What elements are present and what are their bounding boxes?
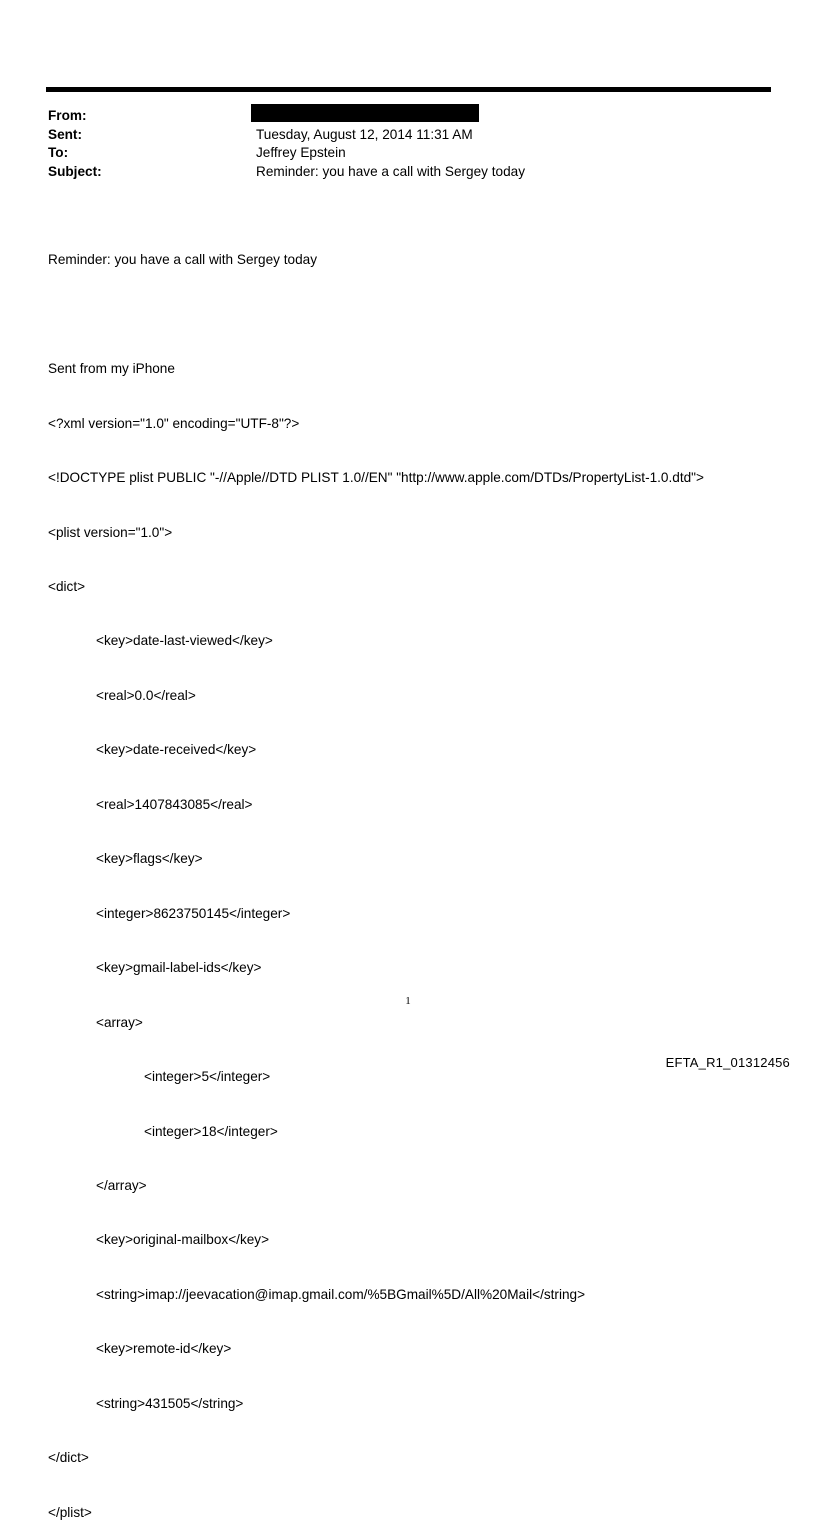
plist-line: <key>date-received</key> bbox=[96, 742, 257, 758]
redaction-box bbox=[251, 104, 479, 122]
plist-line: <?xml version="1.0" encoding="UTF-8"?> bbox=[48, 415, 300, 431]
to-value: Jeffrey Epstein bbox=[256, 145, 346, 160]
signature-line: Sent from my iPhone bbox=[48, 361, 175, 377]
plist-line: <integer>5</integer> bbox=[144, 1069, 271, 1085]
plist-line: <integer>8623750145</integer> bbox=[96, 905, 291, 921]
blank-line bbox=[48, 306, 778, 324]
subject-value: Reminder: you have a call with Sergey today bbox=[256, 163, 525, 179]
plist-line: </array> bbox=[96, 1178, 147, 1194]
plist-line: <key>original-mailbox</key> bbox=[96, 1232, 270, 1248]
plist-line: <real>1407843085</real> bbox=[96, 796, 253, 812]
header-row-sent bbox=[48, 126, 768, 145]
header-divider-rule bbox=[46, 87, 771, 92]
subject-label: Subject: bbox=[48, 163, 102, 179]
plist-line: <plist version="1.0"> bbox=[48, 524, 173, 540]
plist-line: </plist> bbox=[48, 1504, 92, 1520]
from-label: From: bbox=[48, 108, 87, 123]
email-header bbox=[48, 107, 768, 181]
header-row-to bbox=[48, 144, 768, 163]
body-reminder-line: Reminder: you have a call with Sergey today bbox=[48, 252, 317, 268]
plist-line: <!DOCTYPE plist PUBLIC "-//Apple//DTD PLIST 1.0//EN" "http://www.apple.com/DTDs/PropertyList-1.0.dtd"> bbox=[48, 470, 704, 486]
plist-line: <key>flags</key> bbox=[96, 851, 203, 867]
header-row-from bbox=[48, 107, 768, 126]
email-body bbox=[48, 215, 778, 1540]
plist-line: <string>431505</string> bbox=[96, 1395, 244, 1411]
plist-line: <array> bbox=[96, 1014, 143, 1030]
to-label: To: bbox=[48, 145, 69, 160]
header-row-subject bbox=[48, 163, 768, 182]
plist-line: <integer>18</integer> bbox=[144, 1123, 278, 1139]
plist-line: <key>gmail-label-ids</key> bbox=[96, 960, 262, 976]
sent-label: Sent: bbox=[48, 126, 82, 142]
document-id: EFTA_R1_01312456 bbox=[665, 1055, 790, 1070]
plist-line: <key>remote-id</key> bbox=[96, 1341, 232, 1357]
plist-line: <string>imap://jeevacation@imap.gmail.com/%5BGmail%5D/All%20Mail</string> bbox=[96, 1286, 586, 1302]
page-number: 1 bbox=[405, 995, 411, 1007]
sent-value: Tuesday, August 12, 2014 11:31 AM bbox=[256, 126, 473, 142]
plist-line: <real>0.0</real> bbox=[96, 687, 196, 703]
plist-line: <dict> bbox=[48, 579, 86, 595]
plist-line: <key>date-last-viewed</key> bbox=[96, 633, 273, 649]
plist-line: </dict> bbox=[48, 1450, 89, 1466]
